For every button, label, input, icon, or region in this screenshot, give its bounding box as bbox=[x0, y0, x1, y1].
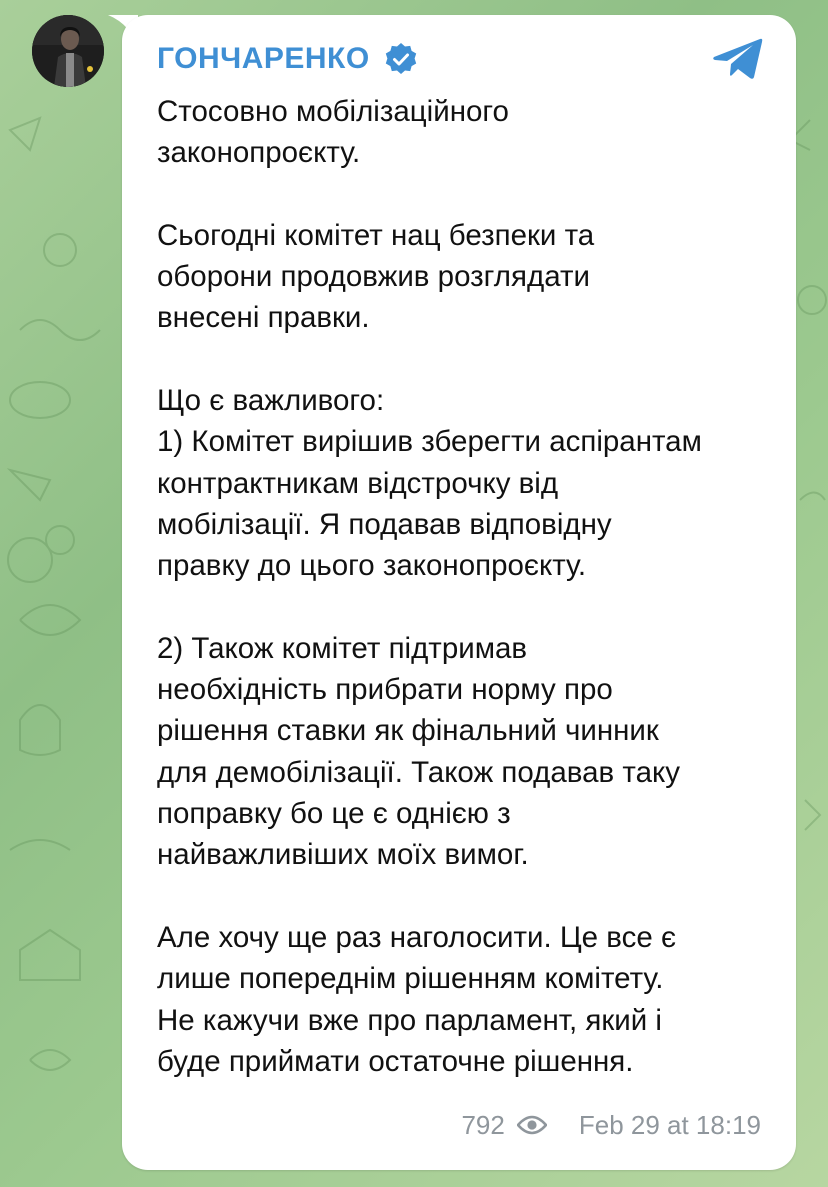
channel-avatar[interactable] bbox=[32, 15, 104, 87]
message-line: буде приймати остаточне рішення. bbox=[157, 1044, 634, 1078]
message-paragraph bbox=[157, 91, 777, 174]
message-line: Не кажучи вже про парламент, який і bbox=[157, 1003, 662, 1037]
message-line: рішення ставки як фінальний чинник bbox=[157, 714, 659, 748]
message-line: поправку бо це є однією з bbox=[157, 797, 511, 831]
message-paragraph bbox=[157, 380, 777, 586]
message-line: найважливіших моїх вимог. bbox=[157, 838, 529, 872]
message-paragraph bbox=[157, 215, 777, 339]
message-paragraph bbox=[157, 628, 777, 876]
eye-icon bbox=[517, 1115, 547, 1135]
message-line: Але хочу ще раз наголосити. Це все є bbox=[157, 920, 677, 954]
message-line: необхідність прибрати норму про bbox=[157, 673, 613, 707]
view-count: 792 bbox=[461, 1109, 505, 1140]
message-line: правку до цього законопроєкту. bbox=[157, 549, 587, 583]
verified-badge-icon bbox=[384, 42, 418, 76]
message-line: законопроєкту. bbox=[157, 136, 361, 170]
message-bubble[interactable] bbox=[122, 15, 796, 1170]
message-header bbox=[157, 37, 418, 81]
message-line: оборони продовжив розглядати bbox=[157, 260, 590, 294]
message-line: Сьогодні комітет нац безпеки та bbox=[157, 218, 595, 252]
message-line: Стосовно мобілізаційного bbox=[157, 95, 509, 128]
message-timestamp: Feb 29 at 18:19 bbox=[578, 1109, 761, 1140]
message-line: 2) Також комітет підтримав bbox=[157, 631, 528, 665]
message-line: лише попереднім рішенням комітету. bbox=[157, 962, 664, 996]
avatar-photo-icon bbox=[32, 15, 104, 87]
message-line: Що є важливого: bbox=[157, 384, 385, 418]
telegram-icon[interactable] bbox=[712, 37, 764, 81]
message-line: для демобілізації. Також подавав таку bbox=[157, 755, 680, 789]
message-footer bbox=[461, 1107, 761, 1143]
message-line: 1) Комітет вирішив зберегти аспірантам bbox=[157, 425, 702, 459]
message-line: внесені правки. bbox=[157, 301, 370, 335]
message-line: контрактникам відстрочку від bbox=[157, 466, 559, 500]
message-paragraph bbox=[157, 917, 777, 1082]
message-text bbox=[157, 91, 777, 1082]
channel-name[interactable]: ГОНЧАРЕНКО bbox=[157, 42, 370, 75]
message-line: мобілізації. Я подавав відповідну bbox=[157, 507, 612, 541]
